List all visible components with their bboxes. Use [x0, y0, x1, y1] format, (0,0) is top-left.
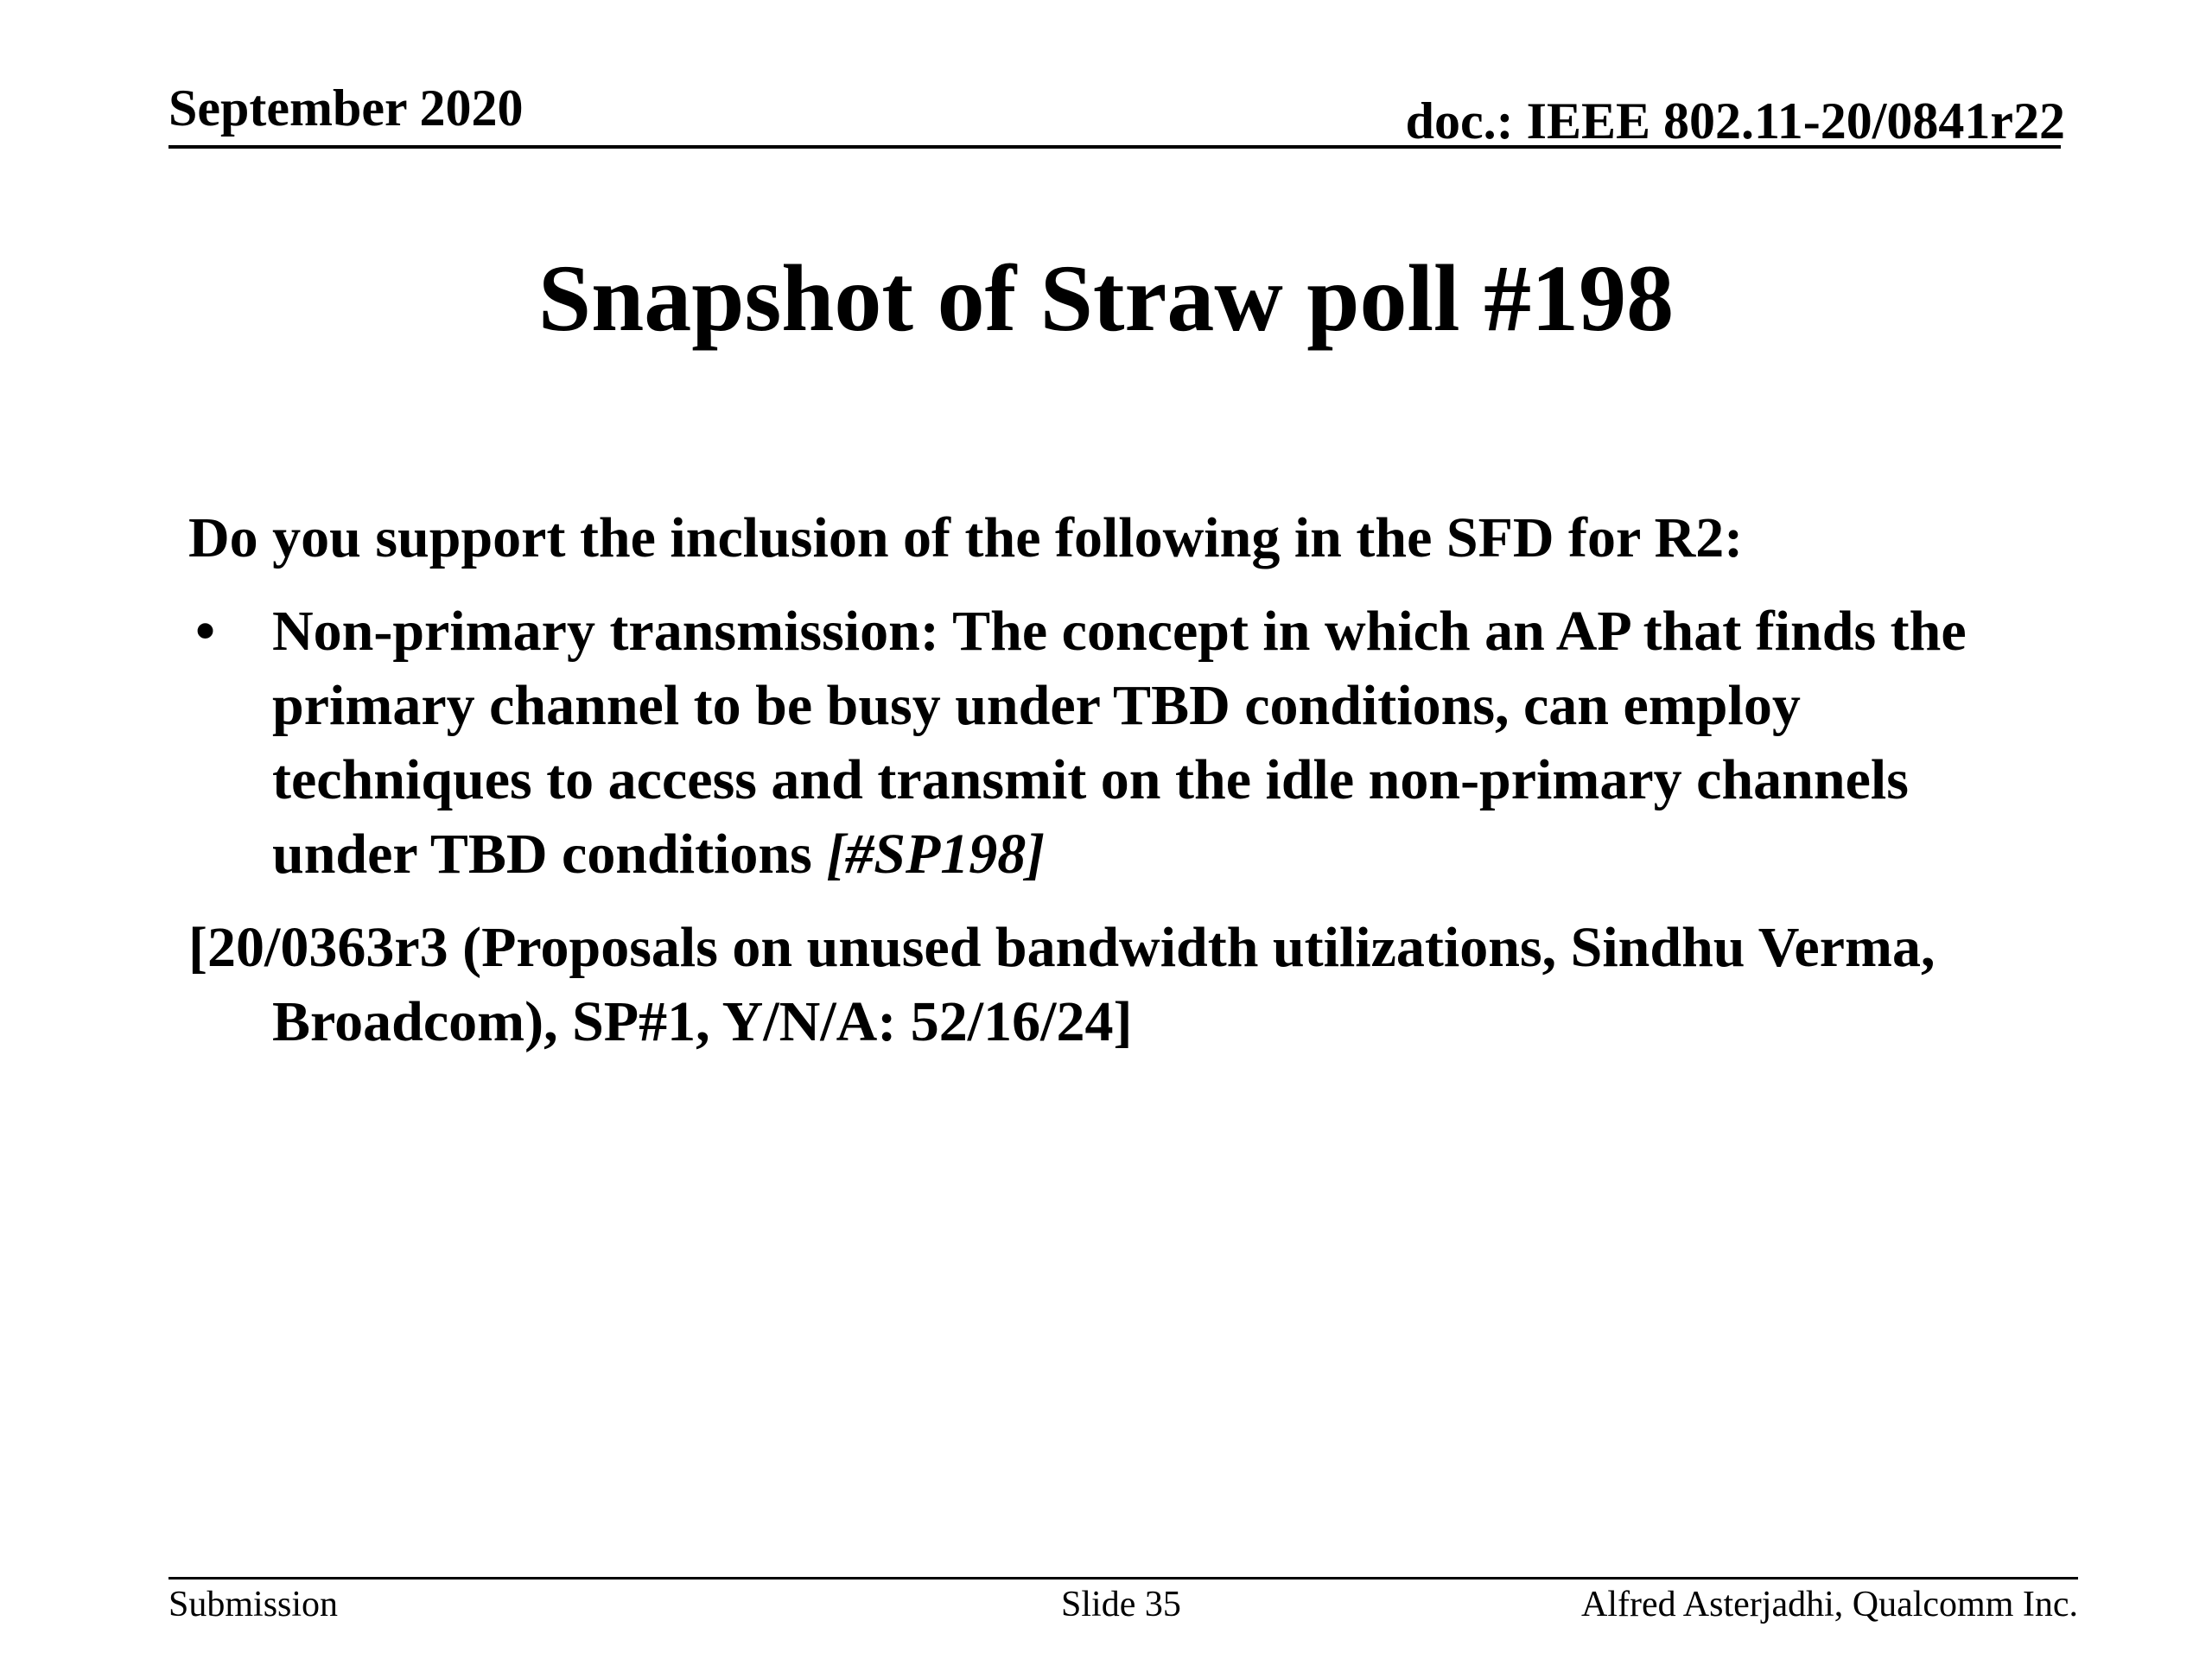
footer-author: Alfred Asterjadhi, Qualcomm Inc. — [1581, 1585, 2078, 1624]
header-doc-id: doc.: IEEE 802.11-20/0841r22 — [1405, 92, 2065, 149]
poll-reference: [20/0363r3 (Proposals on unused bandwidth utilizations, Sindhu Verma, Broadcom), SP#1, Y/N/A: 52/16/24] — [188, 916, 1936, 1053]
poll-question: Do you support the inclusion of the following in the SFD for R2: — [188, 506, 1744, 569]
bullet-item — [188, 594, 2055, 892]
bullet-text: Non-primary transmission: The concept in which an AP that finds the primary channel to be busy under TBD conditions, can employ techniques to access and transmit on the idle non-primary channels under TBD conditions — [272, 600, 1967, 886]
footer-slide-number: Slide 35 — [1061, 1585, 1181, 1624]
bullet-icon: • — [195, 600, 216, 663]
slide-title: Snapshot of Straw poll #198 — [537, 245, 1675, 351]
slide-body — [188, 501, 2055, 1059]
footer-divider — [168, 1577, 2078, 1580]
header-date: September 2020 — [168, 79, 524, 137]
footer-submission: Submission — [168, 1585, 339, 1624]
header-divider — [168, 145, 2061, 149]
straw-poll-tag: [#SP198] — [826, 823, 1046, 886]
